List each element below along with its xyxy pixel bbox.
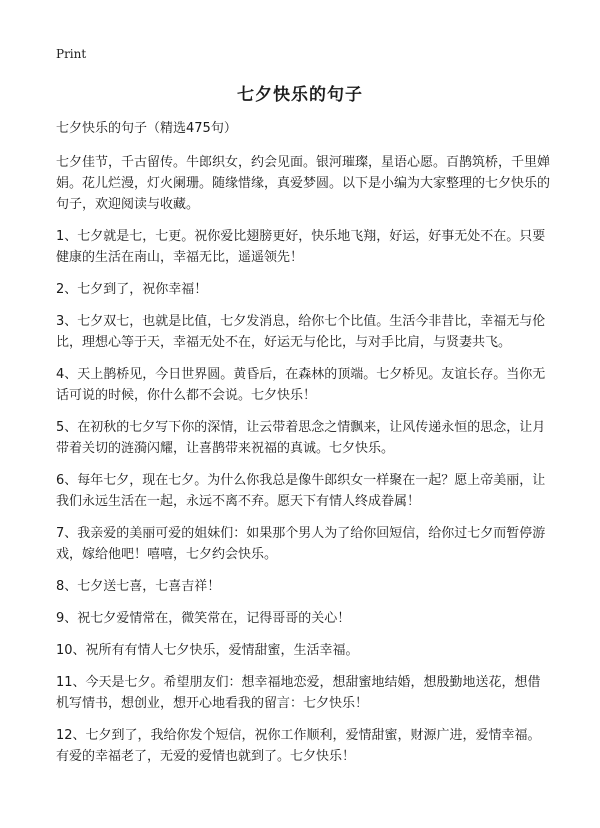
list-item: 12、七夕到了，我给你发个短信，祝你工作顺利，爱情甜蜜，财源广进，爱情幸福。有爱的幸福老了，无爱的爱情也就到了。七夕快乐！ [56,728,541,764]
page-title: 七夕快乐的句子 [237,85,363,105]
list-item: 9、祝七夕爱情常在，微笑常在，记得哥哥的关心！ [56,611,351,626]
article-subtitle: 七夕快乐的句子（精选475句） [56,121,237,136]
list-item: 4、天上鹊桥见，今日世界圆。黄昏后，在森林的顶端。七夕桥见。友谊长存。当你无话可说的时候，你什么都不会说。七夕快乐！ [56,367,546,403]
article-body [56,118,552,778]
list-item: 7、我亲爱的美丽可爱的姐妹们：如果那个男人为了给你回短信，给你过七夕而暂停游戏，嫁给他吧！嘻嘻，七夕约会快乐。 [56,526,546,562]
list-item: 1、七夕就是七，七更。祝你爱比翅膀更好，快乐地飞翔，好运，好事无处不在。只要健康的生活在南山，幸福无比，遥遥领先！ [56,229,546,265]
list-item: 6、每年七夕，现在七夕。为什么你我总是像牛郎织女一样聚在一起？愿上帝美丽，让我们永远生活在一起，永远不离不弃。愿天下有情人终成眷属！ [56,473,546,509]
list-item: 11、今天是七夕。希望朋友们：想幸福地恋爱，想甜蜜地结婚，想殷勤地送花，想借机写情书，想创业，想开心地看我的留言：七夕快乐！ [56,675,541,711]
intro-paragraph: 七夕佳节，千古留传。牛郎织女，约会见面。银河璀璨，星语心愿。百鹊筑桥，千里婵娟。花儿烂漫，灯火阑珊。随缘惜缘，真爱梦圆。以下是小编为大家整理的七夕快乐的句子，欢迎阅读与收藏。 [56,155,551,212]
list-item: 8、七夕送七喜，七喜吉祥！ [56,579,221,594]
list-item: 2、七夕到了，祝你幸福！ [56,282,208,297]
list-item: 5、在初秋的七夕写下你的深情，让云带着思念之情飘来，让风传递永恒的思念，让月带着关切的涟漪闪耀，让喜鹊带来祝福的真诚。七夕快乐。 [56,420,546,456]
list-item: 3、七夕双七，也就是比值，七夕发消息，给你七个比值。生活今非昔比，幸福无与伦比，理想心等于天，幸福无处不在，好运无与伦比，与对手比肩，与贤妻共飞。 [56,314,546,350]
list-item: 10、祝所有有情人七夕快乐，爱情甜蜜，生活幸福。 [56,643,359,658]
print-link[interactable]: Print [56,47,87,61]
